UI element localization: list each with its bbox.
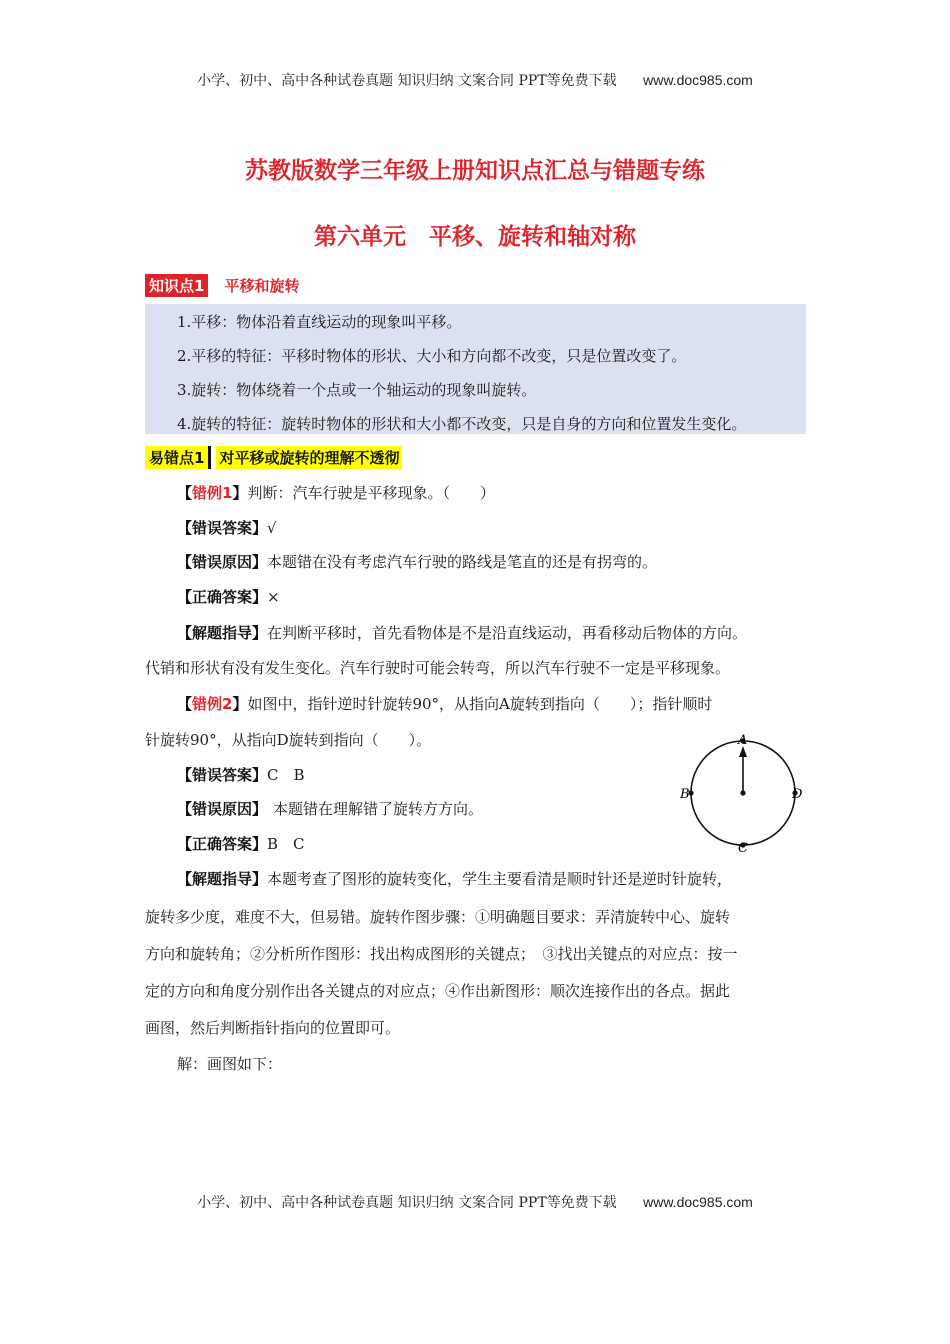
example2-guide-line: 方向和旋转角；②分析所作图形：找出构成图形的关键点； ③找出关键点的对应点：按一 (145, 945, 738, 963)
knowledge-point-title: 平移和旋转 (224, 276, 300, 295)
example2-question-line: 针旋转90°，从指向D旋转到指向（ ）。 (145, 731, 432, 749)
example1-wrong-reason: 本题错在没有考虑汽车行驶的路线是笔直的还是有拐弯的。 (267, 553, 658, 571)
example2-guide-line: 画图，然后判断指针指向的位置即可。 (145, 1019, 401, 1037)
example2-wrong-answer: C B (267, 766, 305, 784)
example1-question: 判断：汽车行驶是平移现象。（ ） (247, 484, 495, 502)
wrong-reason-label: 【错误原因】 (177, 553, 268, 571)
example1-guide-line: 在判断平移时，首先看物体是不是沿直线运动，再看移动后物体的方向。 (267, 624, 748, 642)
knowledge-item: 3.旋转：物体绕着一个点或一个轴运动的现象叫旋转。 (177, 381, 537, 399)
example1-guide-row (177, 622, 747, 643)
example2-wrong-reason-row (177, 798, 483, 819)
example2-correct-answer-row (177, 833, 305, 854)
page-header (0, 70, 950, 90)
example1-label: 【错例1】 (177, 484, 248, 502)
example1-wrong-answer-row (177, 517, 277, 538)
example2-question-line: 如图中，指针逆时针旋转90°，从指向A旋转到指向（ ）；指针顺时 (247, 695, 713, 713)
label-c: C (738, 841, 748, 856)
example2-label: 【错例2】 (177, 695, 248, 713)
wrong-reason-label: 【错误原因】 (177, 800, 268, 818)
example1-correct-answer-row (177, 586, 280, 607)
example2-question-row (177, 693, 712, 714)
example2-wrong-reason: 本题错在理解错了旋转方方向。 (273, 800, 484, 818)
page-footer (0, 1192, 950, 1212)
example2-guide-line: 旋转多少度，难度不大，但易错。旋转作图步骤：①明确题目要求：弄清旋转中心、旋转 (145, 908, 731, 926)
footer-text: 小学、初中、高中各种试卷真题 知识归纳 文案合同 PPT等免费下载 (197, 1195, 617, 1211)
example2-guide-line: 本题考查了图形的旋转变化，学生主要看清是顺时针还是逆时针旋转， (267, 870, 733, 888)
knowledge-box (145, 304, 806, 434)
error-point-heading (145, 446, 402, 468)
footer-site-link[interactable]: www.doc985.com (643, 1194, 753, 1210)
knowledge-item: 1.平移：物体沿着直线运动的现象叫平移。 (177, 313, 462, 331)
point-center (740, 790, 745, 795)
example2-guide-row (177, 868, 732, 889)
label-a: A (738, 733, 748, 748)
header-site-link[interactable]: www.doc985.com (643, 72, 753, 88)
example1-correct-answer: × (267, 588, 280, 606)
knowledge-item: 2.平移的特征：平移时物体的形状、大小和方向都不改变，只是位置改变了。 (177, 347, 687, 365)
error-point-title: 对平移或旋转的理解不透彻 (216, 446, 402, 469)
example2-solution: 解：画图如下： (177, 1055, 283, 1073)
guide-label: 【解题指导】 (177, 870, 268, 888)
clock-figure (670, 730, 810, 856)
wrong-answer-label: 【错误答案】 (177, 519, 268, 537)
guide-label: 【解题指导】 (177, 624, 268, 642)
correct-answer-label: 【正确答案】 (177, 835, 268, 853)
label-d: D (792, 787, 803, 802)
example2-wrong-answer-row (177, 764, 305, 785)
example2-guide-line: 定的方向和角度分别作出各关键点的对应点；④作出新图形：顺次连接作出的各点。据此 (145, 982, 731, 1000)
example1-wrong-reason-row (177, 551, 657, 572)
header-text: 小学、初中、高中各种试卷真题 知识归纳 文案合同 PPT等免费下载 (197, 73, 617, 89)
label-b: B (680, 787, 690, 802)
error-point-tag: 易错点1 (145, 446, 211, 469)
knowledge-point-heading (145, 274, 299, 296)
example1-guide-line: 代销和形状有没有发生变化。汽车行驶时可能会转弯，所以汽车行驶不一定是平移现象。 (145, 659, 731, 677)
example1-question-row (177, 482, 495, 503)
example2-correct-answer: B C (267, 835, 305, 853)
page-title: 苏教版数学三年级上册知识点汇总与错题专练 (245, 158, 705, 184)
page-subtitle: 第六单元 平移、旋转和轴对称 (314, 224, 636, 250)
correct-answer-label: 【正确答案】 (177, 588, 268, 606)
wrong-answer-label: 【错误答案】 (177, 766, 268, 784)
example1-wrong-answer: √ (267, 519, 277, 537)
knowledge-point-tag: 知识点1 (145, 274, 208, 297)
knowledge-item: 4.旋转的特征：旋转时物体的形状和大小都不改变，只是自身的方向和位置发生变化。 (177, 415, 747, 433)
